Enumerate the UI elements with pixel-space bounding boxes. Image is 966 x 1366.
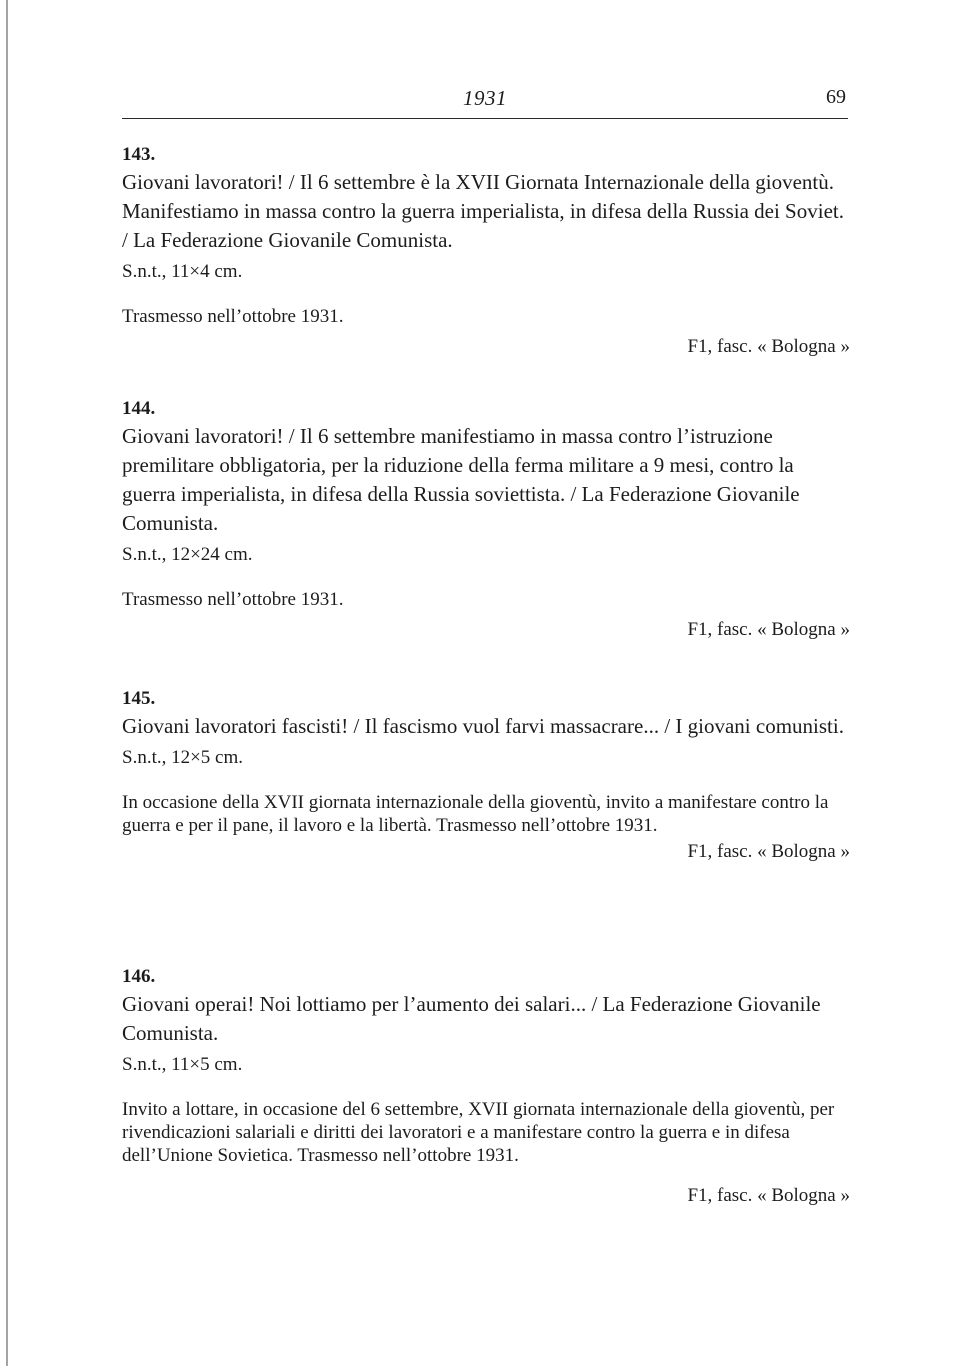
catalog-entry-143	[122, 142, 850, 360]
entry-note: Invito a lottare, in occasione del 6 settembre, XVII giornata internazionale della gioventù, per rivendicazioni salariali e diritti dei lavoratori e a manifestare contro la guerra e in difesa dell’Unione Sovietica. Trasmesso nell’ottobre 1931.	[122, 1099, 835, 1166]
page-number: 69	[826, 86, 846, 108]
running-title: 1931	[463, 86, 507, 110]
page-spine-shadow	[6, 0, 8, 1366]
entry-number: 146.	[122, 966, 156, 987]
entry-note: Trasmesso nell’ottobre 1931.	[122, 589, 344, 610]
entry-number: 144.	[122, 398, 156, 419]
entry-title: Giovani lavoratori! / Il 6 settembre è la XVII Giornata Internazionale della gioventù. Manifestiamo in massa contro la guerra imperialista, in difesa della Russia dei Soviet. / La Federazione Giovanile Comunista.	[122, 170, 844, 252]
entry-title: Giovani lavoratori! / Il 6 settembre manifestiamo in massa contro l’istruzione premilitare obbligatoria, per la riduzione della ferma militare a 9 mesi, contro la guerra imperialista, in difesa della Russia soviettista. / La Federazione Giovanile Comunista.	[122, 424, 800, 535]
catalog-entry-146	[122, 964, 850, 1209]
entry-number: 143.	[122, 144, 156, 165]
entry-note: Trasmesso nell’ottobre 1931.	[122, 306, 344, 327]
entry-dimensions: S.n.t., 12×24 cm.	[122, 544, 253, 565]
entry-note: In occasione della XVII giornata internazionale della gioventù, invito a manifestare contro la guerra e per il pane, il lavoro e la libertà. Trasmesso nell’ottobre 1931.	[122, 792, 829, 836]
entry-dimensions: S.n.t., 11×4 cm.	[122, 261, 243, 282]
page-header	[122, 84, 848, 119]
entry-archive-reference: F1, fasc. « Bologna »	[687, 336, 850, 357]
catalog-entry-144	[122, 396, 850, 643]
entry-title: Giovani operai! Noi lottiamo per l’aumento dei salari... / La Federazione Giovanile Comunista.	[122, 992, 821, 1045]
entry-archive-reference: F1, fasc. « Bologna »	[687, 1185, 850, 1206]
entry-dimensions: S.n.t., 12×5 cm.	[122, 747, 244, 768]
entry-number: 145.	[122, 688, 156, 709]
entry-archive-reference: F1, fasc. « Bologna »	[687, 619, 850, 640]
entry-dimensions: S.n.t., 11×5 cm.	[122, 1054, 243, 1075]
entry-archive-reference: F1, fasc. « Bologna »	[687, 841, 850, 862]
catalog-entry-145	[122, 686, 850, 865]
entry-title: Giovani lavoratori fascisti! / Il fascismo vuol farvi massacrare... / I giovani comunisti.	[122, 714, 844, 738]
